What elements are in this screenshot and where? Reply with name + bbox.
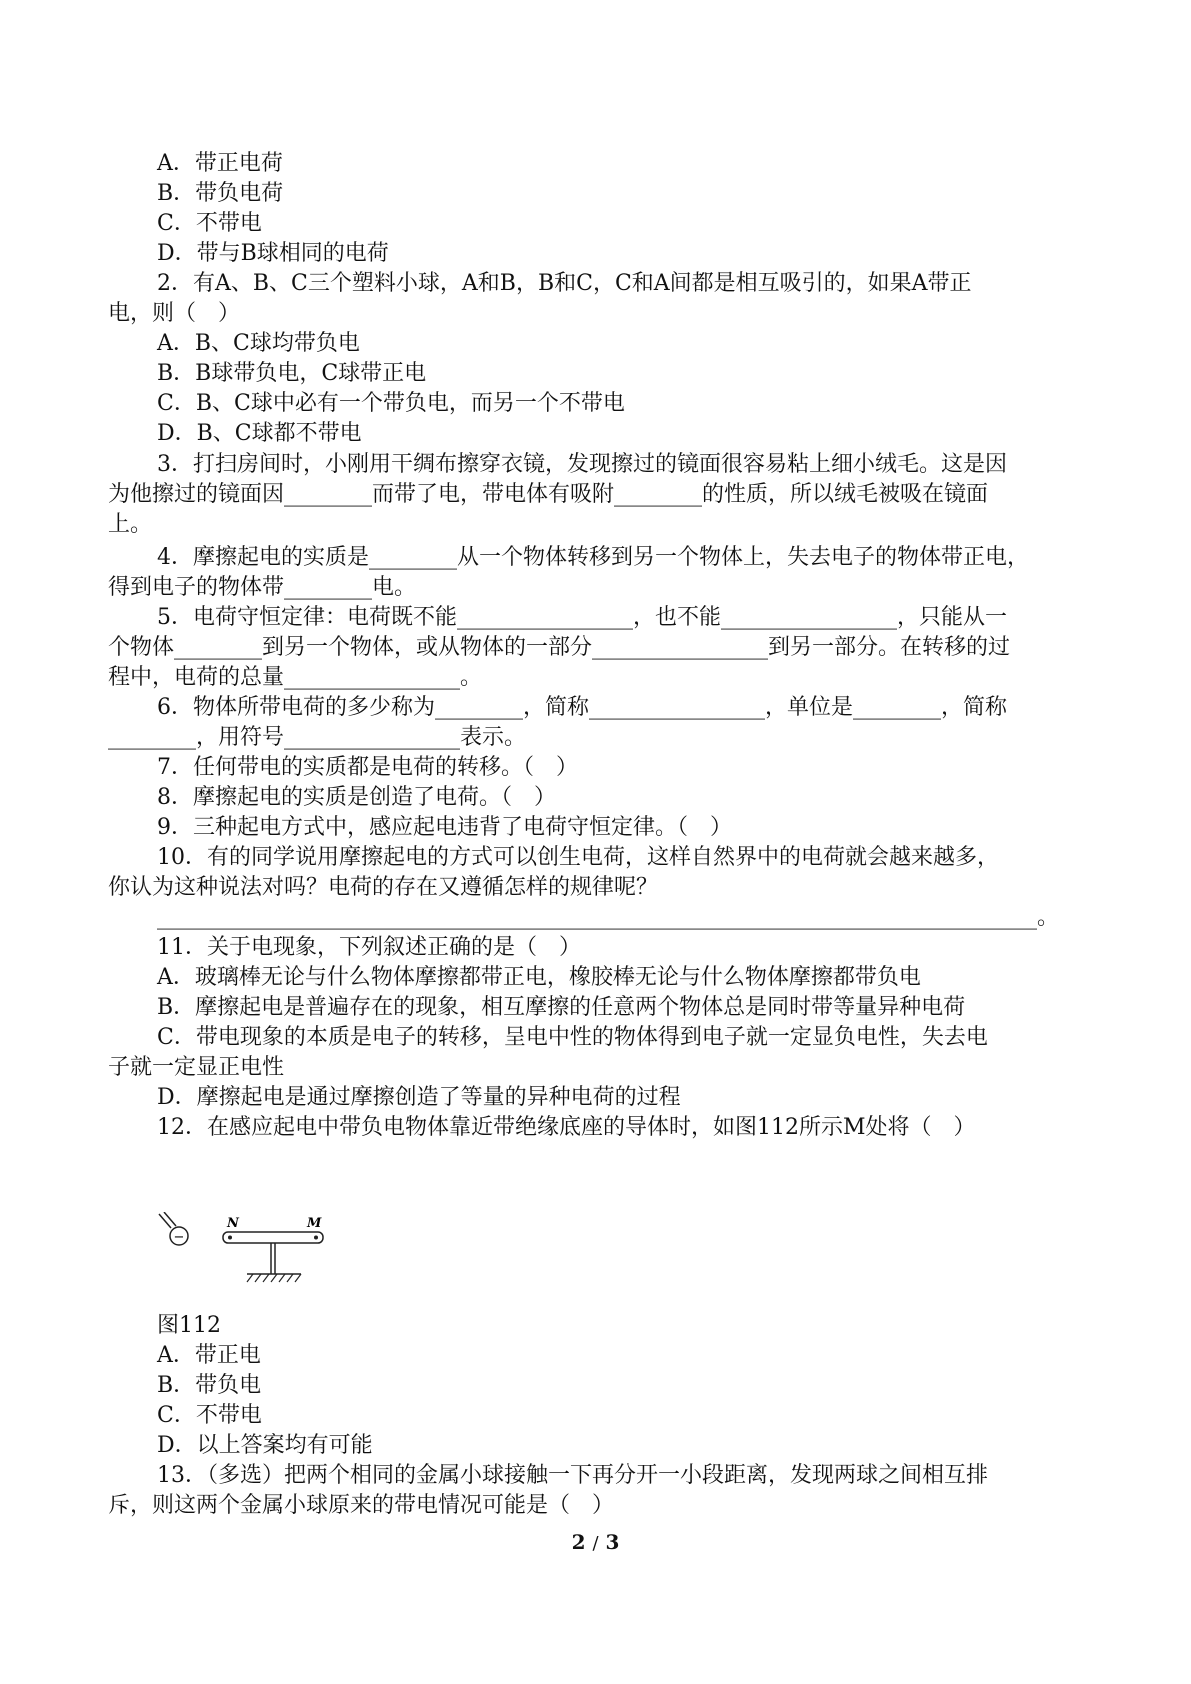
q2-option-c: C．B、C球中必有一个带负电，而另一个不带电 [157,391,625,416]
page-separator: / [592,1533,599,1554]
q11-option-a: A．玻璃棒无论与什么物体摩擦都带正电，橡胶棒无论与什么物体摩擦都带负电 [157,965,921,990]
q12-option-d: D．以上答案均有可能 [157,1433,373,1458]
q7-text: 7．任何带电的实质都是电荷的转移。（ ） [157,755,578,780]
q9-text: 9．三种起电方式中，感应起电违背了电荷守恒定律。（ ） [157,815,732,840]
q11-option-b: B．摩擦起电是普遍存在的现象，相互摩擦的任意两个物体总是同时带等量异种电荷 [157,995,966,1020]
q13-line-1: 13．（多选）把两个相同的金属小球接触一下再分开一小段距离，发现两球之间相互排 [157,1463,988,1488]
q1-option-d: D．带与B球相同的电荷 [157,241,389,266]
label-n: N [227,1216,239,1231]
q5-line-2: 个物体________到另一个物体，或从物体的一部分________________到另一部分。在转移的过 [108,635,1011,660]
q6-line-2: ________，用符号________________表示。 [108,725,527,750]
q2-stem-line-2: 电，则（ ） [108,301,241,326]
q4-line-1: 4．摩擦起电的实质是________从一个物体转移到另一个物体上，失去电子的物体带正电， [157,545,1029,570]
q1-option-b: B．带负电荷 [157,181,284,206]
figure-caption: 图112 [157,1313,221,1338]
q3-line-1: 3．打扫房间时，小刚用干绸布擦穿衣镜，发现擦过的镜面很容易粘上细小绒毛。这是因 [157,452,1007,477]
q11-option-c-line-2: 子就一定显正电性 [108,1055,285,1080]
charged-rod [159,1214,171,1228]
q3-line-2: 为他擦过的镜面因________而带了电，带电体有吸附________的性质，所以绒毛被吸在镜面 [108,482,989,507]
q12-option-b: B．带负电 [157,1373,262,1398]
page-number [0,1530,1191,1554]
q11-option-d: D．摩擦起电是通过摩擦创造了等量的异种电荷的过程 [157,1085,681,1110]
q6-line-1: 6．物体所带电荷的多少称为________，简称________________，单位是________，简称 [157,695,1007,720]
conductor-bar [223,1232,323,1243]
charge-sign: − [173,1230,185,1245]
page-total: 3 [605,1530,620,1554]
q3-line-3: 上。 [108,512,153,537]
q10-line-1: 10．有的同学说用摩擦起电的方式可以创生电荷，这样自然界中的电荷就会越来越多， [157,845,999,870]
q2-option-d: D．B、C球都不带电 [157,421,362,446]
q2-option-a: A．B、C球均带负电 [157,331,360,356]
q11-option-c-line-1: C．带电现象的本质是电子的转移，呈电中性的物体得到电子就一定显负电性，失去电 [157,1025,988,1050]
q13-line-2: 斥，则这两个金属小球原来的带电情况可能是（ ） [108,1493,615,1518]
q12-option-c: C．不带电 [157,1403,262,1428]
page-current: 2 [571,1530,586,1554]
end-m-dot [314,1236,318,1240]
q1-option-a: A．带正电荷 [157,151,283,176]
figure-112-diagram [157,1212,337,1290]
q12-option-a: A．带正电 [157,1343,261,1368]
q11-stem: 11．关于电现象，下列叙述正确的是（ ） [157,935,581,960]
ground-hatch [247,1274,301,1282]
q5-line-1: 5．电荷守恒定律：电荷既不能________________，也不能________________，只能从一 [157,605,1007,630]
q2-option-b: B．B球带负电，C球带正电 [157,361,427,386]
q5-line-3: 程中，电荷的总量________________。 [108,665,483,690]
end-n-dot [228,1236,232,1240]
q4-line-2: 得到电子的物体带________电。 [108,575,417,600]
q10-answer-line: ________________________________________________________________________________。 [157,905,1060,930]
q12-stem: 12．在感应起电中带负电物体靠近带绝缘底座的导体时，如图112所示M处将（ ） [157,1115,976,1140]
q8-text: 8．摩擦起电的实质是创造了电荷。（ ） [157,785,556,810]
q10-line-2: 你认为这种说法对吗？电荷的存在又遵循怎样的规律呢？ [108,875,659,900]
q2-stem-line-1: 2．有A、B、C三个塑料小球，A和B，B和C，C和A间都是相互吸引的，如果A带正 [157,271,972,296]
label-m: M [307,1216,322,1231]
charged-rod-edge [164,1212,176,1226]
q1-option-c: C．不带电 [157,211,262,236]
